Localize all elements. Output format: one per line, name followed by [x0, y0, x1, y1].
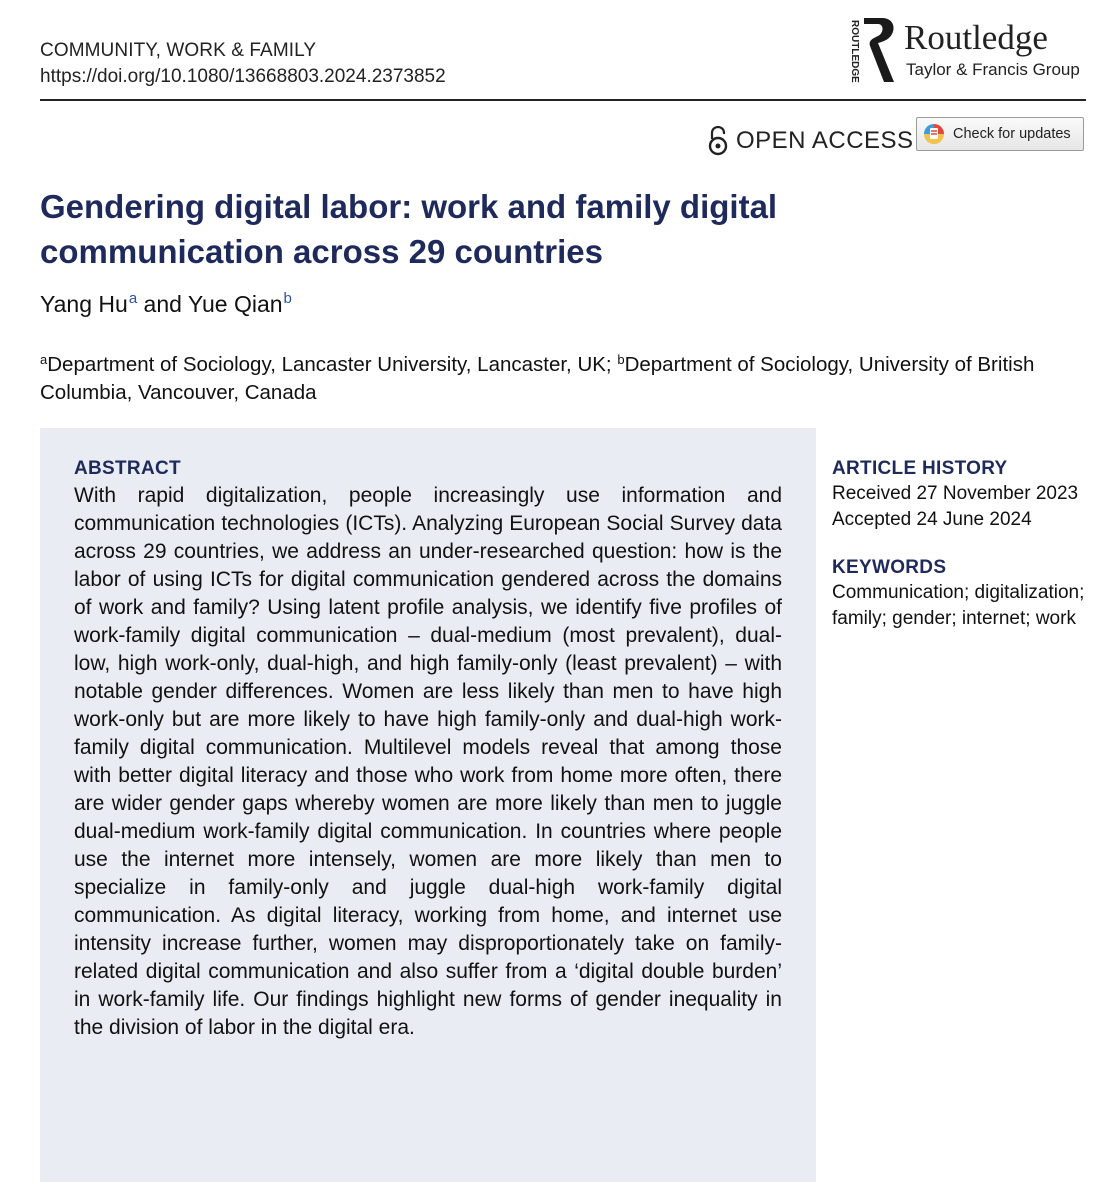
header-divider — [40, 99, 1086, 101]
check-for-updates-button[interactable] — [916, 117, 1084, 151]
affiliation-marker: a — [40, 352, 48, 367]
author-connector: and — [143, 291, 182, 317]
open-access-badge — [708, 124, 914, 158]
article-history-heading: ARTICLE HISTORY — [832, 458, 1008, 479]
routledge-emblem-icon — [838, 16, 898, 86]
check-for-updates-label: Check for updates — [953, 126, 1071, 142]
author-name[interactable]: Yue Qian — [187, 291, 283, 317]
keywords-heading: KEYWORDS — [832, 557, 947, 578]
author-affiliation-marker[interactable]: a — [128, 290, 138, 307]
open-lock-icon — [708, 126, 728, 156]
doi-link[interactable]: https://doi.org/10.1080/13668803.2024.2373852 — [40, 66, 446, 87]
author-affiliation-marker[interactable]: b — [283, 290, 292, 307]
routledge-logo[interactable] — [838, 16, 1088, 88]
author-name[interactable]: Yang Hu — [40, 291, 128, 317]
affiliation-text: Department of Sociology, Lancaster University, Lancaster, UK; — [47, 353, 618, 376]
affiliation-text: Department of Sociology, University of British Columbia, Vancouver, Canada — [40, 353, 1035, 404]
routledge-vertical-text: ROUTLEDGE — [849, 20, 860, 83]
accepted-date: Accepted 24 June 2024 — [832, 509, 1032, 530]
article-title: Gendering digital labor: work and family digital communication across 29 countries — [40, 188, 778, 270]
publisher-name: Routledge — [904, 18, 1048, 57]
abstract-heading: ABSTRACT — [74, 458, 181, 479]
received-date: Received 27 November 2023 — [832, 483, 1079, 504]
abstract-text: With rapid digitalization, people increasingly use information and communication technologies (ICTs). Analyzing European Social Survey data across 29 countries, we address an under-researched question: how is the labor of using ICTs for digital communication gendered across the domains of work and family? Using latent profile analysis, we identify five profiles of work-family digital communication – dual-medium (most prevalent), dual-low, high work-only, dual-high, and high family-only (least prevalent) – with notable gender differences. Women are less likely than men to have high work-only but are more likely to have high family-only and dual-high work-family digital communication. Multilevel models reveal that among those with better digital literacy and those who work from home more often, there are wider gender gaps whereby women are more likely than men to juggle dual-medium work-family digital communication. In countries where people use the internet more intensely, women are more likely than men to specialize in family-only and juggle dual-high work-family digital communication. As digital literacy, working from home, and internet use intensity increase further, women may disproportionately take on family-related digital communication and also suffer from a ‘digital double burden’ in work-family life. Our findings highlight new forms of gender inequality in the division of labor in the digital era. — [74, 484, 782, 1039]
author-list — [40, 290, 292, 318]
crossmark-icon — [923, 123, 945, 145]
affiliations — [40, 346, 1090, 407]
affiliation-marker: b — [617, 352, 625, 367]
journal-name: COMMUNITY, WORK & FAMILY — [40, 40, 317, 61]
publisher-group: Taylor & Francis Group — [906, 60, 1080, 79]
keywords-list: Communication; digitalization; family; gender; internet; work — [832, 582, 1085, 629]
open-access-label: OPEN ACCESS — [736, 127, 914, 154]
